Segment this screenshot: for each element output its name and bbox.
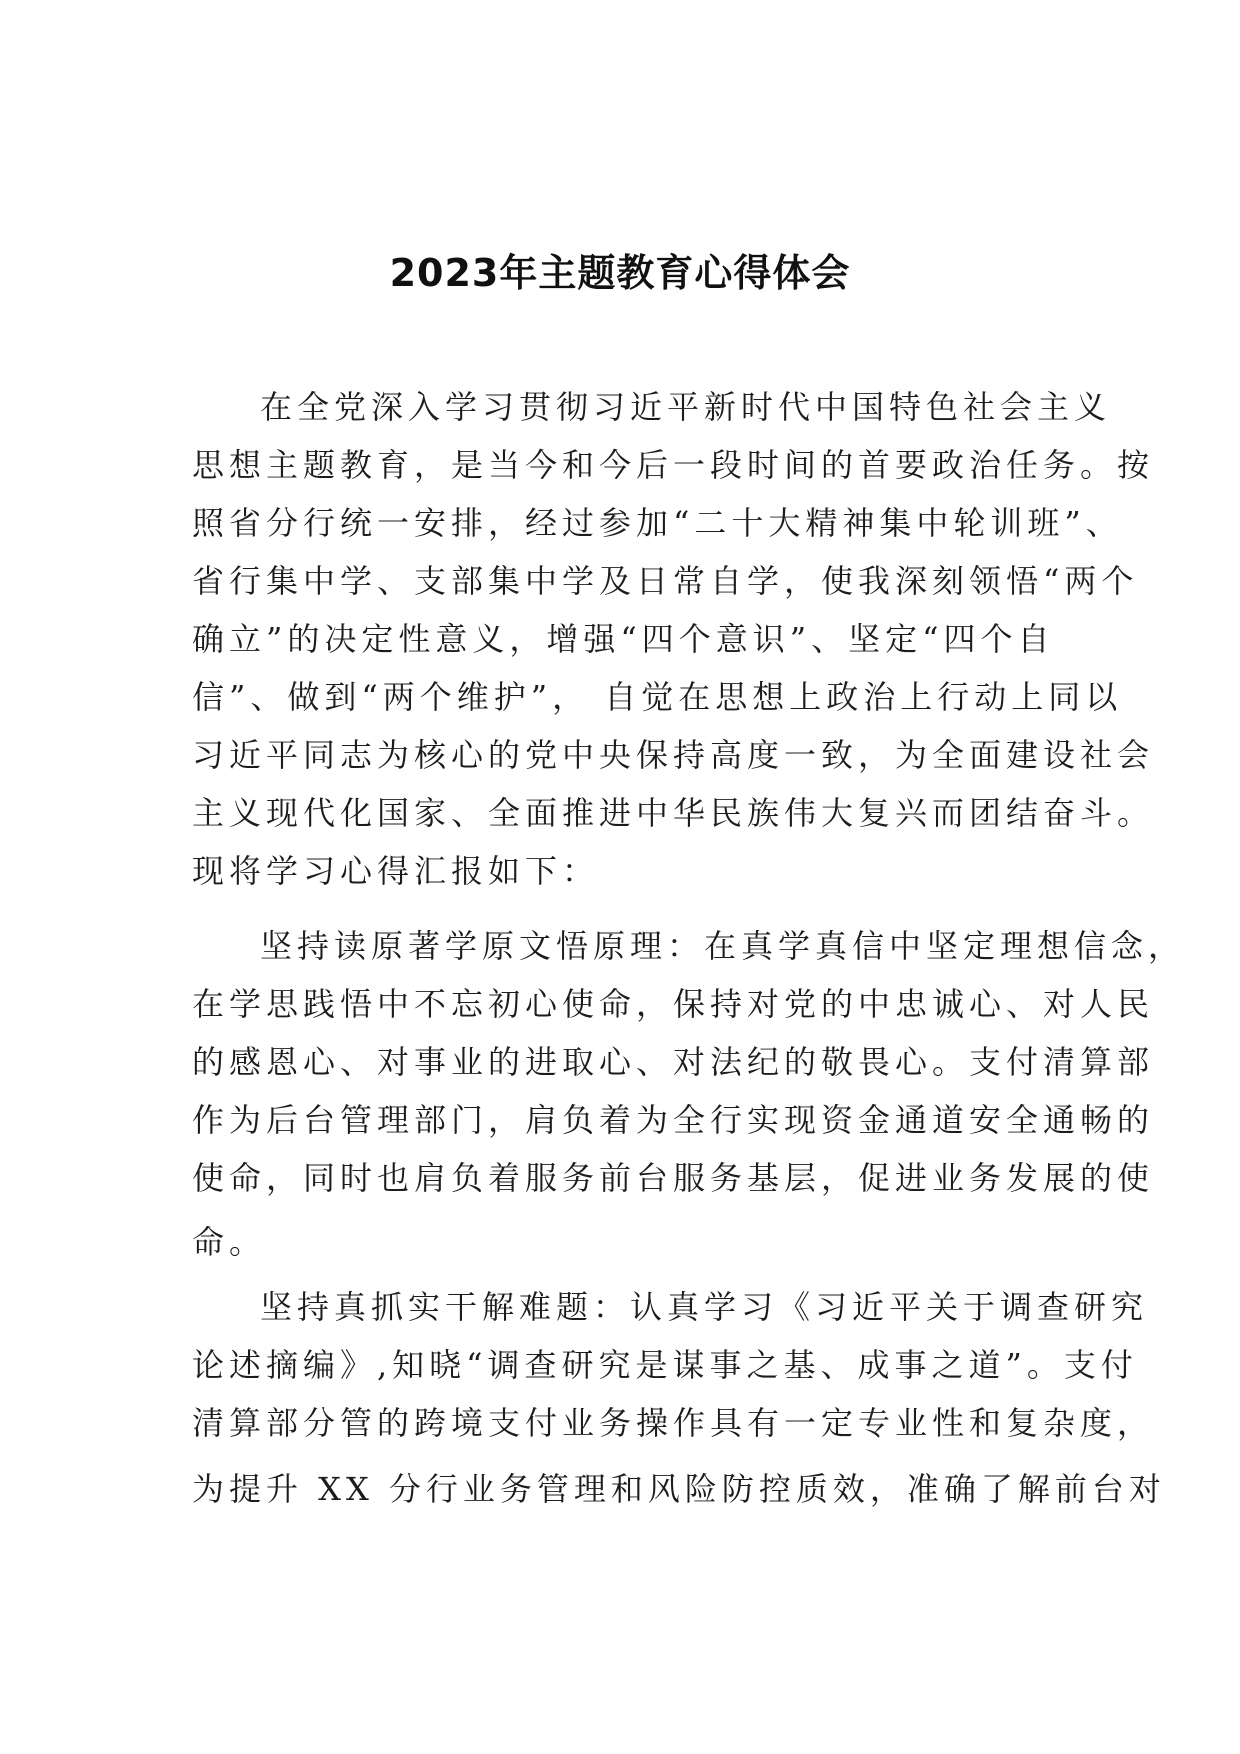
paragraph-line: 主义现代化国家、全面推进中华民族伟大复兴而团结奋斗。 <box>192 794 1155 832</box>
paragraph-line: 习近平同志为核心的党中央保持高度一致，为全面建设社会 <box>192 736 1155 774</box>
paragraph-line: 确立”的决定性意义，增强“四个意识”、坚定“四个自 <box>192 620 1055 658</box>
paragraph-line: 坚持读原著学原文悟原理：在真学真信中坚定理想信念， <box>260 927 1186 965</box>
paragraph-line: 信”、做到“两个维护”， 自觉在思想上政治上行动上同以 <box>192 678 1123 716</box>
paragraph-line: 现将学习心得汇报如下： <box>192 852 600 890</box>
paragraph-line: 在学思践悟中不忘初心使命，保持对党的中忠诚心、对人民 <box>192 985 1155 1023</box>
paragraph-line: 命。 <box>192 1223 267 1261</box>
paragraph-line: 照省分行统一安排，经过参加“二十大精神集中轮训班”、 <box>192 504 1123 542</box>
paragraph-line: 清算部分管的跨境支付业务操作具有一定专业性和复杂度， <box>192 1404 1155 1442</box>
paragraph-1 <box>192 378 1155 900</box>
paragraph-line: 作为后台管理部门，肩负着为全行实现资金通道安全通畅的 <box>192 1101 1155 1139</box>
paragraph-line: 思想主题教育，是当今和今后一段时间的首要政治任务。按 <box>192 446 1155 484</box>
paragraph-line: 为提升 XX 分行业务管理和风险防控质效，准确了解前台对 <box>192 1470 1166 1508</box>
paragraph-line: 坚持真抓实干解难题：认真学习《习近平关于调查研究 <box>260 1288 1149 1326</box>
paragraph-line: 的感恩心、对事业的进取心、对法纪的敬畏心。支付清算部 <box>192 1043 1155 1081</box>
paragraph-line: 论述摘编》,知晓“调查研究是谋事之基、成事之道”。支付 <box>192 1346 1138 1384</box>
paragraph-2 <box>192 917 1186 1271</box>
paragraph-line: 在全党深入学习贯彻习近平新时代中国特色社会主义 <box>260 388 1112 426</box>
document-title: 2023年主题教育心得体会 <box>389 251 851 295</box>
paragraph-line: 使命，同时也肩负着服务前台服务基层，促进业务发展的使 <box>192 1159 1155 1197</box>
paragraph-3 <box>192 1278 1166 1518</box>
paragraph-line: 省行集中学、支部集中学及日常自学，使我深刻领悟“两个 <box>192 562 1139 600</box>
